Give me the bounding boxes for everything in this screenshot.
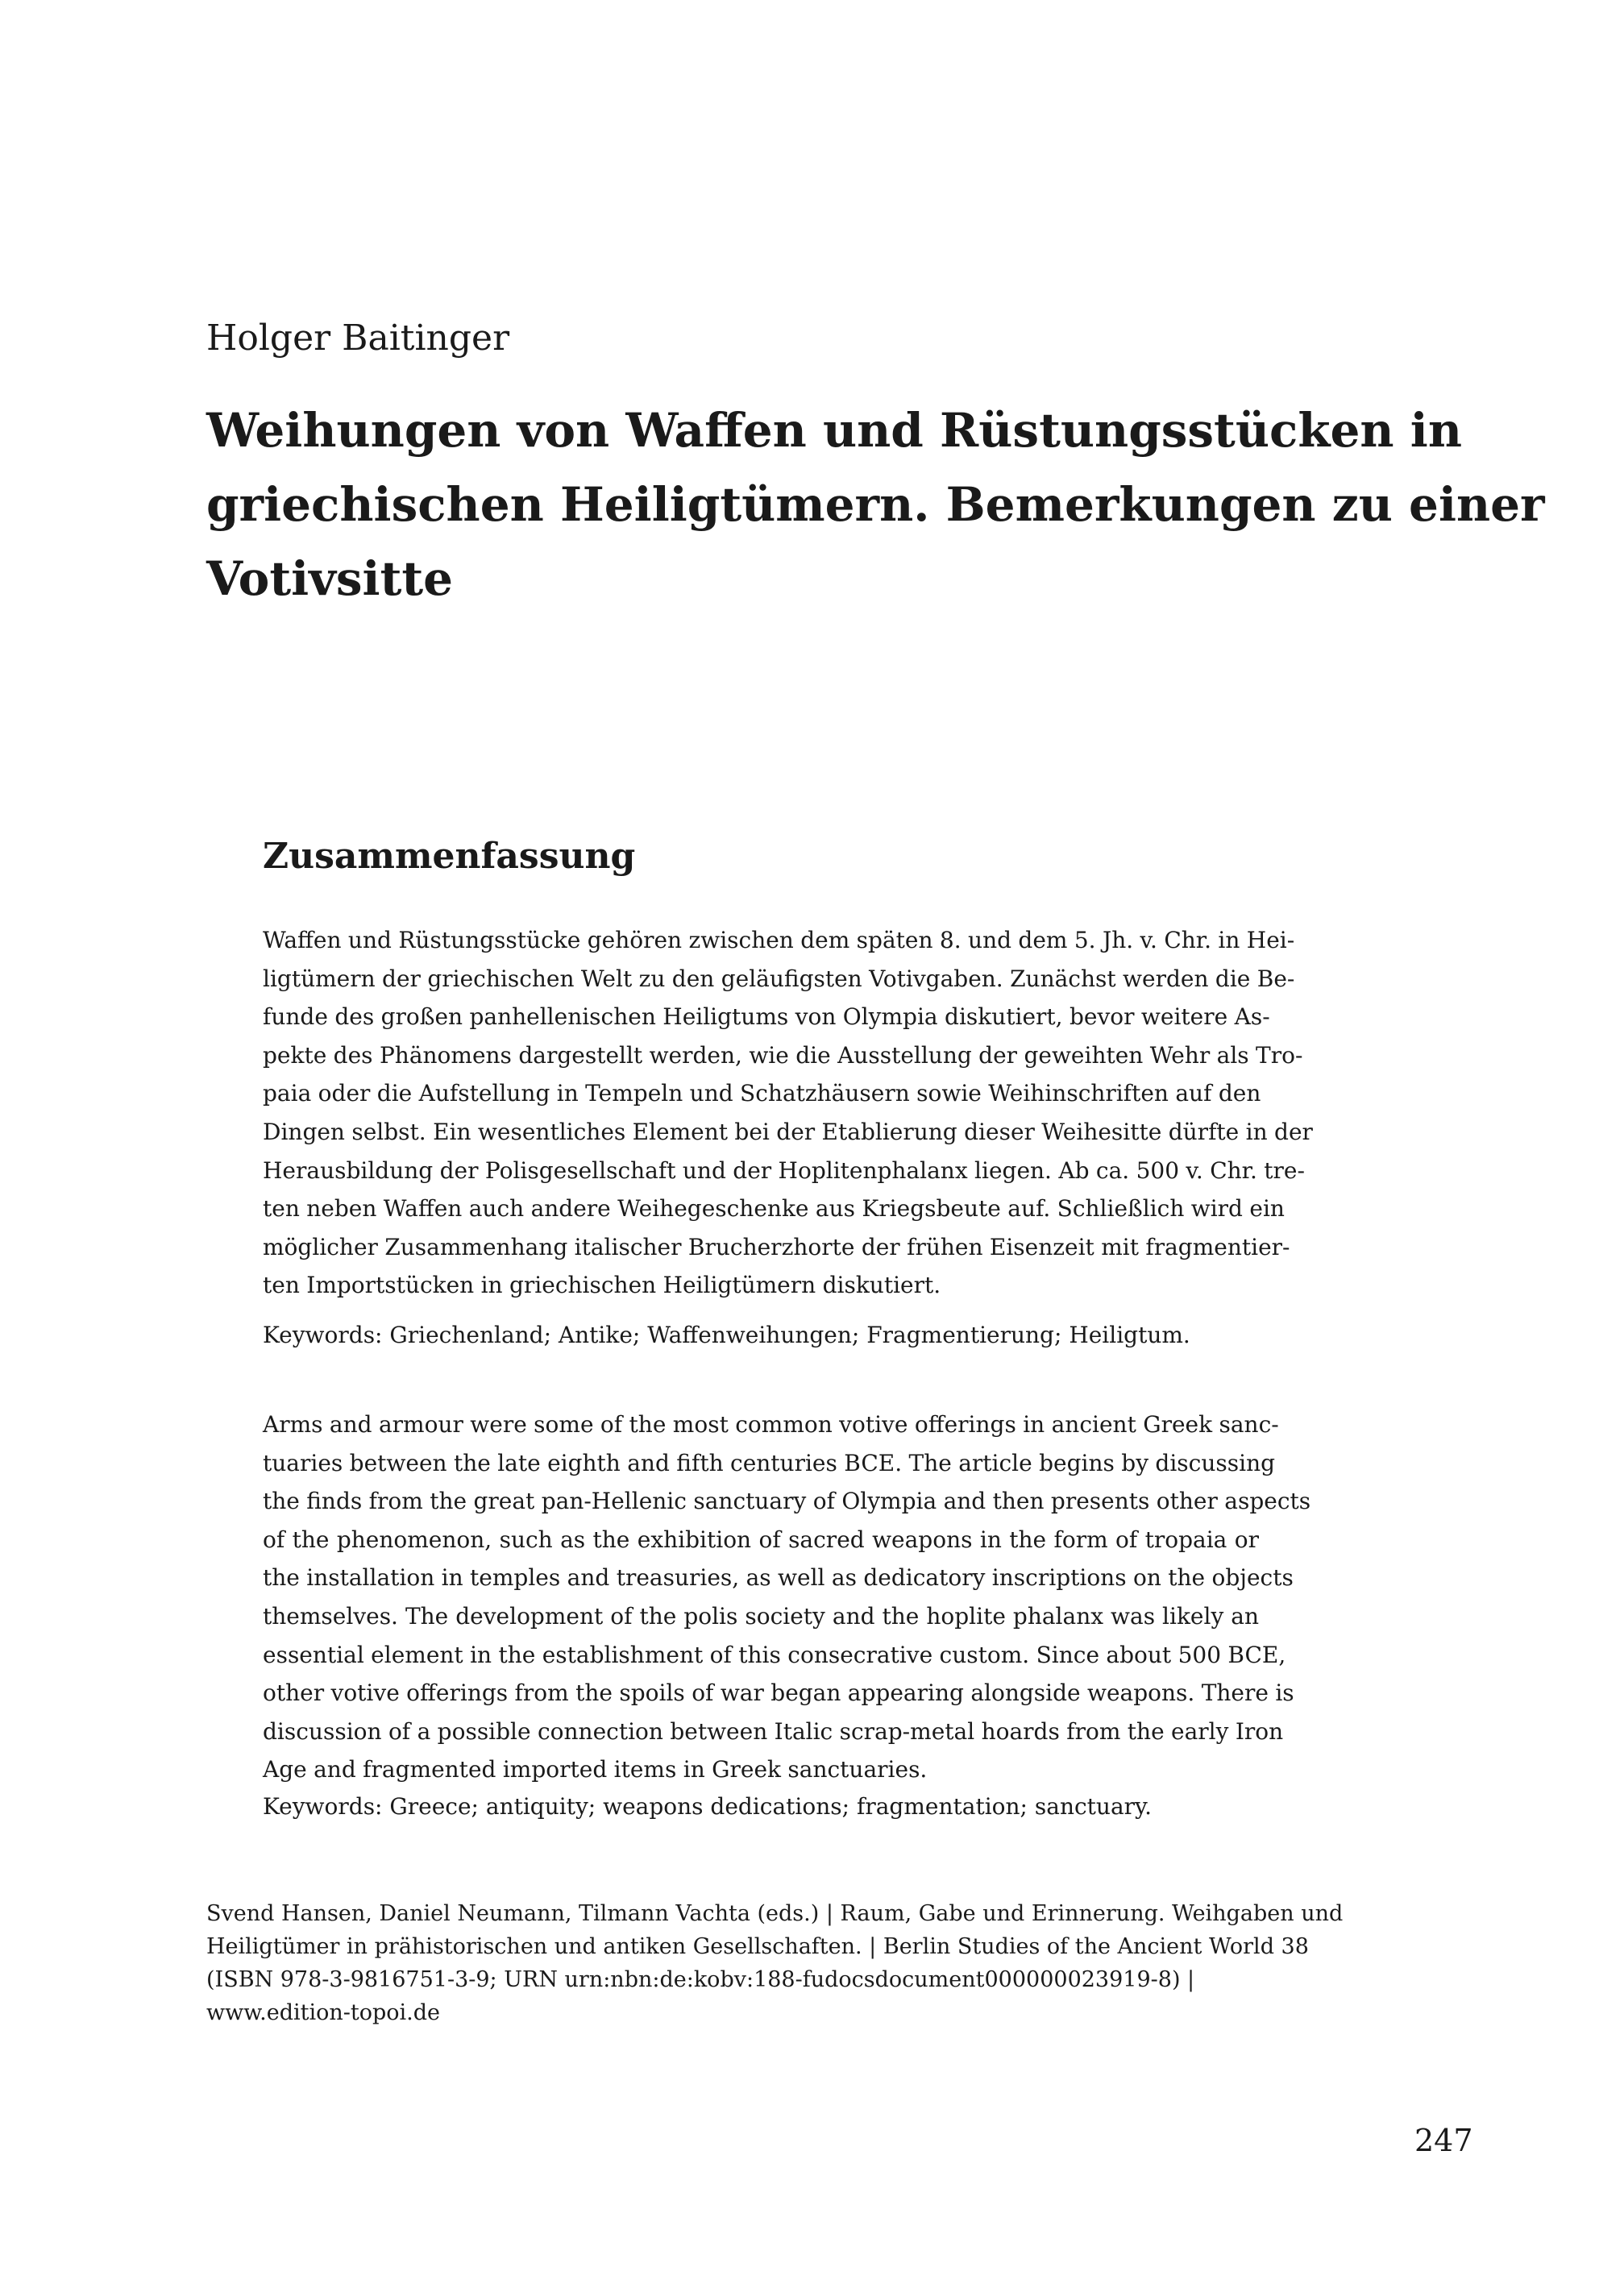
citation-line: Svend Hansen, Daniel Neumann, Tilmann Vachta (eds.) | Raum, Gabe und Erinnerung. Weihgaben und	[206, 1901, 1344, 1926]
citation-line: (ISBN 978-3-9816751-3-9; URN urn:nbn:de:kobv:188-fudocsdocument000000023919-8) |	[206, 1967, 1195, 1992]
abstract-line: ten neben Waffen auch andere Weihegeschenke aus Kriegsbeute auf. Schließlich wird ein	[263, 1195, 1285, 1223]
abstract-line: the installation in temples and treasuries, as well as dedicatory inscriptions on the objects	[263, 1564, 1294, 1592]
title-line: Votivsitte	[206, 551, 454, 606]
abstract-german	[263, 921, 1313, 1305]
abstract-line: Herausbildung der Polisgesellschaft und der Hoplitenphalanx liegen. Ab ca. 500 v. Chr. tre-	[263, 1156, 1305, 1184]
abstract-line: of the phenomenon, such as the exhibition of sacred weapons in the form of tropaia or	[263, 1526, 1259, 1553]
abstract-line: tuaries between the late eighth and fifth centuries BCE. The article begins by discussing	[263, 1449, 1276, 1476]
citation-line: Heiligtümer in prähistorischen und antiken Gesellschaften. | Berlin Studies of the Ancient World 38	[206, 1934, 1309, 1959]
abstract-line: pekte des Phänomens dargestellt werden, wie die Ausstellung der geweihten Wehr als Tro-	[263, 1041, 1303, 1069]
title-line: Weihungen von Waffen und Rüstungsstücken in	[206, 403, 1462, 458]
citation-link[interactable]: www.edition-topoi.de	[206, 2000, 440, 2025]
abstract-line: Arms and armour were some of the most common votive offerings in ancient Greek sanc-	[263, 1411, 1279, 1438]
title-line: griechischen Heiligtümern. Bemerkungen zu einer	[206, 477, 1545, 532]
abstract-line: möglicher Zusammenhang italischer Brucherzhorte der frühen Eisenzeit mit fragmentier-	[263, 1233, 1290, 1260]
keywords-german: Keywords: Griechenland; Antike; Waffenweihungen; Fragmentierung; Heiligtum.	[263, 1322, 1190, 1348]
abstract-line: Age and fragmented imported items in Greek sanctuaries.	[263, 1756, 928, 1783]
citation-block	[206, 1897, 1344, 2029]
abstract-line: funde des großen panhellenischen Heiligtums von Olympia diskutiert, bevor weitere As-	[263, 1003, 1270, 1031]
abstract-line: essential element in the establishment of this consecrative custom. Since about 500 BCE,	[263, 1641, 1286, 1668]
keywords-english: Keywords: Greece; antiquity; weapons dedications; fragmentation; sanctuary.	[263, 1793, 1153, 1820]
summary-heading: Zusammenfassung	[263, 836, 636, 877]
abstract-line: ligtümern der griechischen Welt zu den geläufigsten Votivgaben. Zunächst werden die Be-	[263, 965, 1295, 992]
article-title	[206, 393, 1545, 616]
abstract-line: discussion of a possible connection between Italic scrap-metal hoards from the early Iron	[263, 1717, 1284, 1745]
abstract-line: paia oder die Aufstellung in Tempeln und Schatzhäusern sowie Weihinschriften auf den	[263, 1080, 1261, 1107]
abstract-english	[263, 1406, 1311, 1789]
abstract-line: Dingen selbst. Ein wesentliches Element bei der Etablierung dieser Weihesitte dürfte in der	[263, 1118, 1313, 1145]
abstract-line: themselves. The development of the polis society and the hoplite phalanx was likely an	[263, 1602, 1259, 1630]
abstract-line: other votive offerings from the spoils of war began appearing alongside weapons. There is	[263, 1680, 1294, 1707]
abstract-line: the finds from the great pan-Hellenic sanctuary of Olympia and then presents other aspects	[263, 1488, 1311, 1515]
abstract-line: Waffen und Rüstungsstücke gehören zwischen dem späten 8. und dem 5. Jh. v. Chr. in Hei-	[263, 927, 1295, 953]
abstract-line: ten Importstücken in griechischen Heiligtümern diskutiert.	[263, 1272, 941, 1299]
page-number: 247	[1414, 2123, 1473, 2158]
author-name: Holger Baitinger	[206, 318, 510, 359]
